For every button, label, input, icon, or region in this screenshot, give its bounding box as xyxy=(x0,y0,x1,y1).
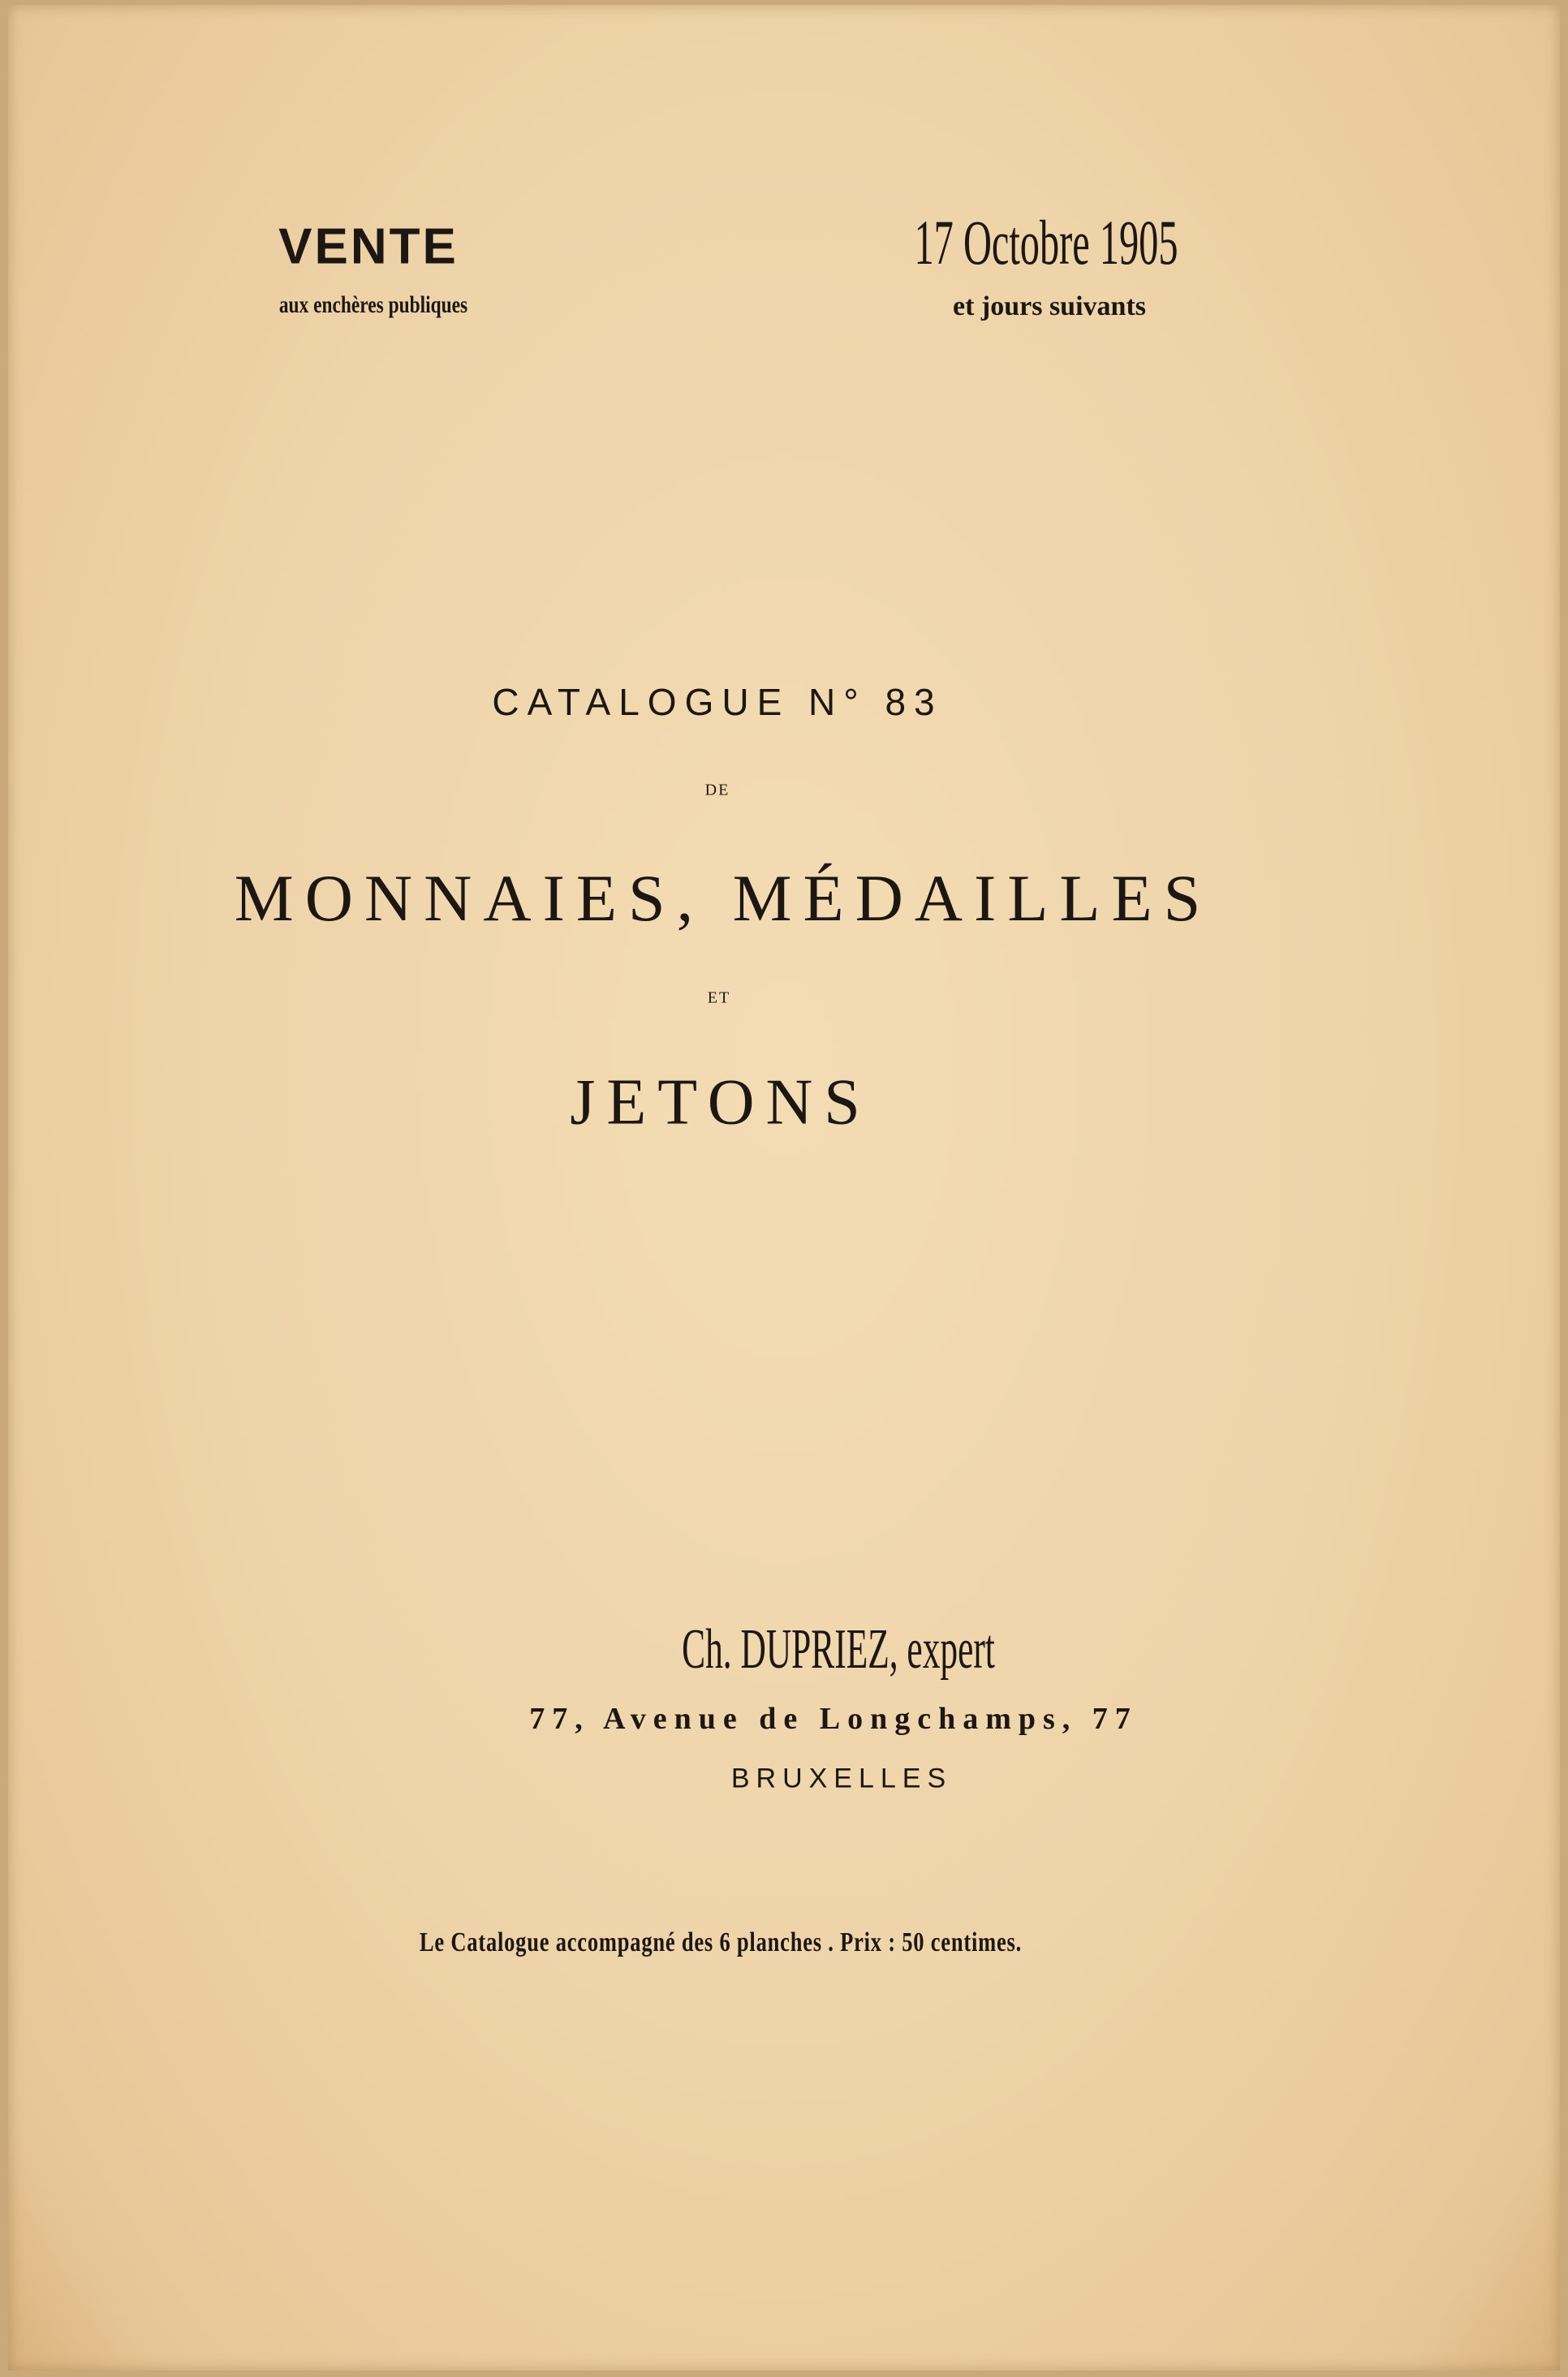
expert-name-text: Ch. DUPRIEZ, expert xyxy=(682,1618,995,1681)
title-connector-de: DE xyxy=(704,781,730,799)
expert-city: BRUXELLES xyxy=(730,1763,953,1794)
catalogue-number: CATALOGUE N° 83 xyxy=(492,681,943,723)
expert-name xyxy=(586,1617,1091,1682)
sale-subtitle-text: aux enchères publiques xyxy=(278,291,468,318)
expert-address: 77, Avenue de Longchamps, 77 xyxy=(529,1702,1138,1736)
catalogue-cover-page xyxy=(8,5,1560,2371)
title-line-2: JETONS xyxy=(570,1066,872,1139)
sale-heading: VENTE xyxy=(278,218,459,275)
sale-subtitle xyxy=(252,291,494,319)
footer-note xyxy=(334,1927,1106,1958)
title-line-1: MONNAIES, MÉDAILLES xyxy=(234,861,1213,935)
sale-date-text: 17 Octobre 1905 xyxy=(914,207,1178,278)
title-connector-et: ET xyxy=(707,988,731,1007)
footer-note-text: Le Catalogue accompagné des 6 planches . Prix : 50 centimes. xyxy=(419,1927,1023,1957)
sale-date xyxy=(834,206,1259,279)
sale-date-subtitle: et jours suivants xyxy=(952,291,1147,321)
